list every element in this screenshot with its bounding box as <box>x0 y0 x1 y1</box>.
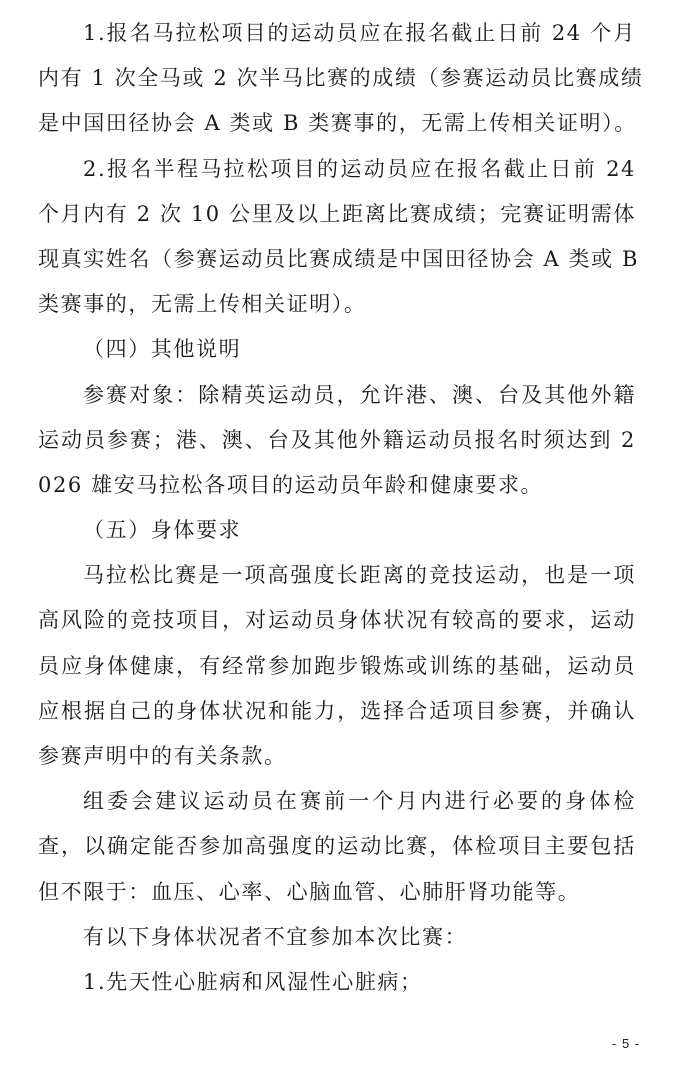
paragraph-line: 2.报名半程马拉松项目的运动员应在报名截止日前 24 <box>83 156 636 181</box>
page-number: - 5 - <box>612 1036 641 1051</box>
section-heading-other-notes: （四）其他说明 <box>83 337 242 362</box>
paragraph-line: 马拉松比赛是一项高强度长距离的竞技运动，也是一项 <box>83 563 636 588</box>
paragraph-line: 高风险的竞技项目，对运动员身体状况有较高的要求，运动 <box>38 608 636 633</box>
paragraph-line: 类赛事的，无需上传相关证明）。 <box>38 292 367 317</box>
section-heading-physical-requirements: （五）身体要求 <box>83 518 242 543</box>
paragraph-line: 组委会建议运动员在赛前一个月内进行必要的身体检 <box>83 789 636 814</box>
paragraph-line: 现真实姓名（参赛运动员比赛成绩是中国田径协会 A 类或 B <box>38 246 640 271</box>
paragraph-line: 应根据自己的身体状况和能力，选择合适项目参赛，并确认 <box>38 698 636 723</box>
paragraph-line: 是中国田径协会 A 类或 B 类赛事的，无需上传相关证明）。 <box>38 111 637 136</box>
paragraph-line: 有以下身体状况者不宜参加本次比赛： <box>83 924 468 949</box>
paragraph-line: 员应身体健康，有经常参加跑步锻炼或训练的基础，运动员 <box>38 653 636 678</box>
paragraph-line: 参赛声明中的有关条款。 <box>38 744 287 768</box>
paragraph-line: 026 雄安马拉松各项目的运动员年龄和健康要求。 <box>38 472 544 497</box>
paragraph-line: 个月内有 2 次 10 公里及以上距离比赛成绩；完赛证明需体 <box>38 201 636 226</box>
list-item: 1.先天性心脏病和风湿性心脏病； <box>83 969 423 994</box>
paragraph-line: 运动员参赛；港、澳、台及其他外籍运动员报名时须达到 2 <box>38 427 636 452</box>
document-page <box>38 11 644 1005</box>
paragraph-line: 参赛对象：除精英运动员，允许港、澳、台及其他外籍 <box>83 382 636 407</box>
paragraph-line: 但不限于：血压、心率、心脑血管、心肺肝肾功能等。 <box>38 879 581 904</box>
paragraph-line: 1.报名马拉松项目的运动员应在报名截止日前 24 个月 <box>83 21 636 45</box>
paragraph-line: 内有 1 次全马或 2 次半马比赛的成绩（参赛运动员比赛成绩 <box>38 66 644 91</box>
paragraph-line: 查，以确定能否参加高强度的运动比赛，体检项目主要包括 <box>38 834 636 859</box>
